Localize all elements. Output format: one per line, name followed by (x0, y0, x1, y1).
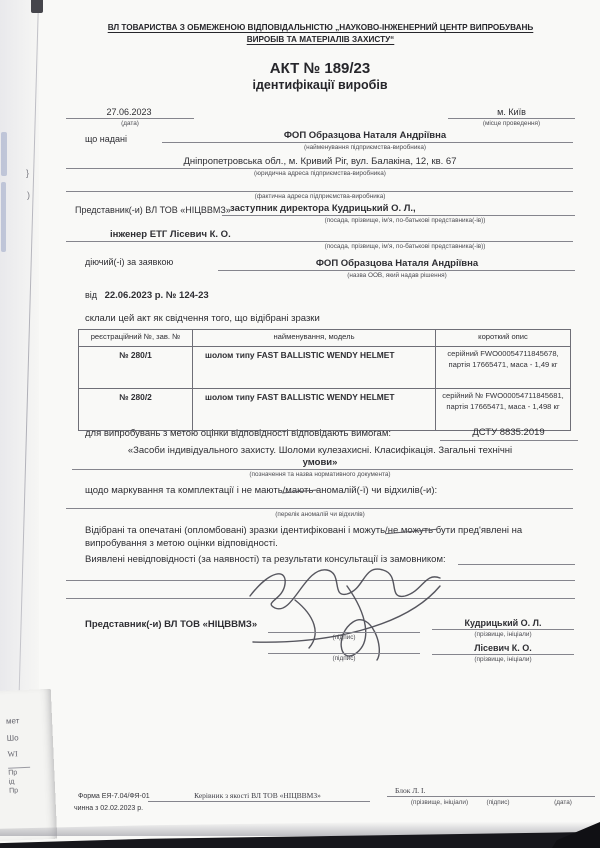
underlying-page-fold (0, 689, 57, 841)
signature-1-caption: (підпис) (332, 634, 356, 641)
standard-code-underline (440, 440, 578, 441)
act-place: м. Київ (497, 107, 526, 117)
sample-1-description: серійний FWO00054711845678, партія 17665471, маса - 1,49 кг (436, 347, 571, 389)
normative-doc-caption: (позначення та назва нормативного документа) (249, 471, 391, 478)
fold-text-fragment: мет (5, 716, 20, 726)
normative-doc-underline (72, 469, 573, 470)
actual-address-underline (66, 191, 573, 192)
sample-2-model: шолом типу FAST BALLISTIC WENDY HELMET (193, 389, 436, 431)
marking-prefix: щодо маркування та комплектації і не мають/ (85, 485, 286, 496)
applicant-caption: (назва ООВ, який надав рішення) (347, 272, 447, 279)
legal-address-caption: (юридична адреса підприємства-виробника) (254, 170, 386, 177)
representative-1-underline (222, 215, 575, 216)
fold-text-fragment: Пр (8, 787, 19, 795)
quality-manager-label: Керівник з якості ВЛ ТОВ «НІЦВВМЗ» (194, 791, 321, 800)
header-description: короткий опис (436, 330, 571, 347)
representative-1: заступник директора Кудрицький О. Л., (230, 203, 416, 214)
applicant-underline (218, 270, 575, 271)
representatives-label: Представник(-и) ВЛ ТОВ «НІЦВВМЗ» (75, 205, 231, 215)
fold-text-fragment: WI (7, 749, 18, 759)
form-valid: чинна з 02.02.2023 р. (74, 805, 144, 812)
edge-pen-mark: } (26, 168, 30, 178)
org-name (68, 22, 573, 46)
left-edge-blue-mark (1, 182, 6, 252)
form-code: Форма ЕЯ-7.04/ФЯ-01 (78, 793, 150, 800)
sealed-struck-words: не можуть (387, 525, 434, 536)
marking-struck-word: мають (285, 485, 314, 496)
date-underline (66, 118, 194, 119)
approver-underline (387, 796, 595, 797)
representative-2-underline (66, 241, 573, 242)
org-name-line1: ВЛ ТОВАРИСТВА З ОБМЕЖЕНОЮ ВІДПОВІДАЛЬНІСТЮ „НАУКОВО-ІНЖЕНЕРНИЙ ЦЕНТР ВИПРОБУВАНЬ (107, 23, 534, 32)
sample-2-description: серійний № FWO00054711845681, партія 17665471, маса - 1,498 кг (436, 389, 571, 431)
signer-1-caption: (прізвище, ініціали) (474, 631, 532, 638)
fold-text-fragment: Пр (8, 767, 30, 777)
act-subtitle: ідентифікації виробів (252, 78, 388, 92)
approver-name-caption: (прізвище, ініціали) (410, 799, 469, 806)
signature-line-1 (268, 632, 420, 633)
statement-line: склали цей акт як свідчення того, що відібрані зразки (85, 313, 320, 324)
application-ref: 22.06.2023 р. № 124-23 (104, 290, 209, 301)
footer-dash (352, 801, 370, 802)
left-edge-blue-mark (1, 132, 7, 176)
signature-2-caption: (підпис) (332, 655, 356, 662)
applicant-name: ФОП Образцова Наталя Андріївна (315, 258, 479, 269)
signer-2-underline (432, 654, 574, 655)
quality-manager-name: Блок Л. І. (395, 786, 426, 795)
signer-2-caption: (прізвище, ініціали) (474, 656, 532, 663)
samples-table-header-row (79, 330, 571, 347)
org-name-line2: ВИРОБІВ ТА МАТЕРІАЛІВ ЗАХИСТУ“ (246, 35, 395, 44)
sealed-samples-line (85, 524, 581, 550)
marking-line (85, 485, 579, 497)
legal-address-underline (66, 168, 573, 169)
signature-line-2 (268, 653, 420, 654)
anomalies-caption: (перелік аномалій чи відхилів) (275, 511, 365, 518)
header-reg-no: реєстраційний №, зав. № (79, 330, 193, 347)
actual-address-caption: (фактична адреса підприємства-виробника) (254, 193, 386, 200)
signer-2-name: Лісевич К. О. (474, 643, 532, 653)
date-caption: (дата) (121, 120, 139, 127)
table-row (79, 347, 571, 389)
table-row (79, 389, 571, 431)
sample-2-reg-no: № 280/2 (79, 389, 193, 431)
signatures-block-label: Представник(-и) ВЛ ТОВ «НІЦВВМЗ» (85, 619, 258, 630)
provided-label: що надані (85, 134, 128, 144)
representative-1-caption: (посада, прізвище, ім'я, по-батькові представника(-ів)) (324, 217, 486, 224)
approver-date-caption: (дата) (554, 799, 572, 806)
nonconformities-label: Виявлені невідповідності (за наявності) та результати консультації із замовником: (85, 554, 446, 565)
standard-title-line2: умови» (302, 457, 338, 468)
left-margin-shade (0, 0, 39, 705)
manufacturer-name: ФОП Образцова Наталя Андріївна (283, 130, 447, 141)
representative-2-caption: (посада, прізвище, ім'я, по-батькові представника(-ів)) (324, 243, 486, 250)
samples-table (78, 329, 571, 431)
manufacturer-underline (162, 142, 573, 143)
edge-pen-mark: ) (27, 190, 30, 200)
application-ref-line (85, 289, 209, 302)
signer-1-underline (432, 629, 574, 630)
standard-code: ДСТУ 8835:2019 (472, 427, 545, 438)
manufacturer-caption: (найменування підприємства-виробника) (303, 144, 427, 151)
fold-text-fragment: Шо (6, 733, 19, 743)
act-date: 27.06.2023 (106, 107, 152, 117)
marking-suffix: аномалій(-ї) чи відхилів(-и): (313, 485, 438, 496)
legal-address: Дніпропетровська обл., м. Кривий Ріг, вул. Балакіна, 12, кв. 67 (183, 156, 457, 167)
application-from-label: від (85, 290, 98, 300)
representative-2: інженер ЕТГ Лісевич К. О. (110, 229, 231, 240)
sealed-prefix: Відібрані та опечатані (опломбовані) зразки ідентифіковані і можуть/ (85, 525, 388, 536)
anomalies-underline (66, 508, 573, 509)
sample-1-model: шолом типу FAST BALLISTIC WENDY HELMET (193, 347, 436, 389)
top-edge-mark (31, 0, 43, 13)
header-model: найменування, модель (193, 330, 436, 347)
sample-1-reg-no: № 280/1 (79, 347, 193, 389)
act-title: АКТ № 189/23 (269, 60, 371, 77)
signer-1-name: Кудрицький О. Л. (464, 618, 542, 628)
approver-sign-caption: (підпис) (486, 799, 510, 806)
requirements-label: для випробувань з метою оцінки відповідності відповідають вимогам: (85, 428, 392, 439)
place-caption: (місце проведення) (482, 120, 541, 127)
place-underline (448, 118, 575, 119)
standard-title-line1: «Засоби індивідуального захисту. Шоломи кулезахисні. Класифікація. Загальні технічні (127, 445, 513, 456)
sealed-suffix: бути пред'явлені на випробування з метою оцінки відповідності. (85, 525, 523, 549)
acting-label: діючий(-і) за заявкою (85, 257, 174, 267)
nonconformities-underline (458, 564, 575, 565)
quality-manager-underline (148, 801, 366, 802)
fold-text-fragment: ід (8, 778, 15, 786)
